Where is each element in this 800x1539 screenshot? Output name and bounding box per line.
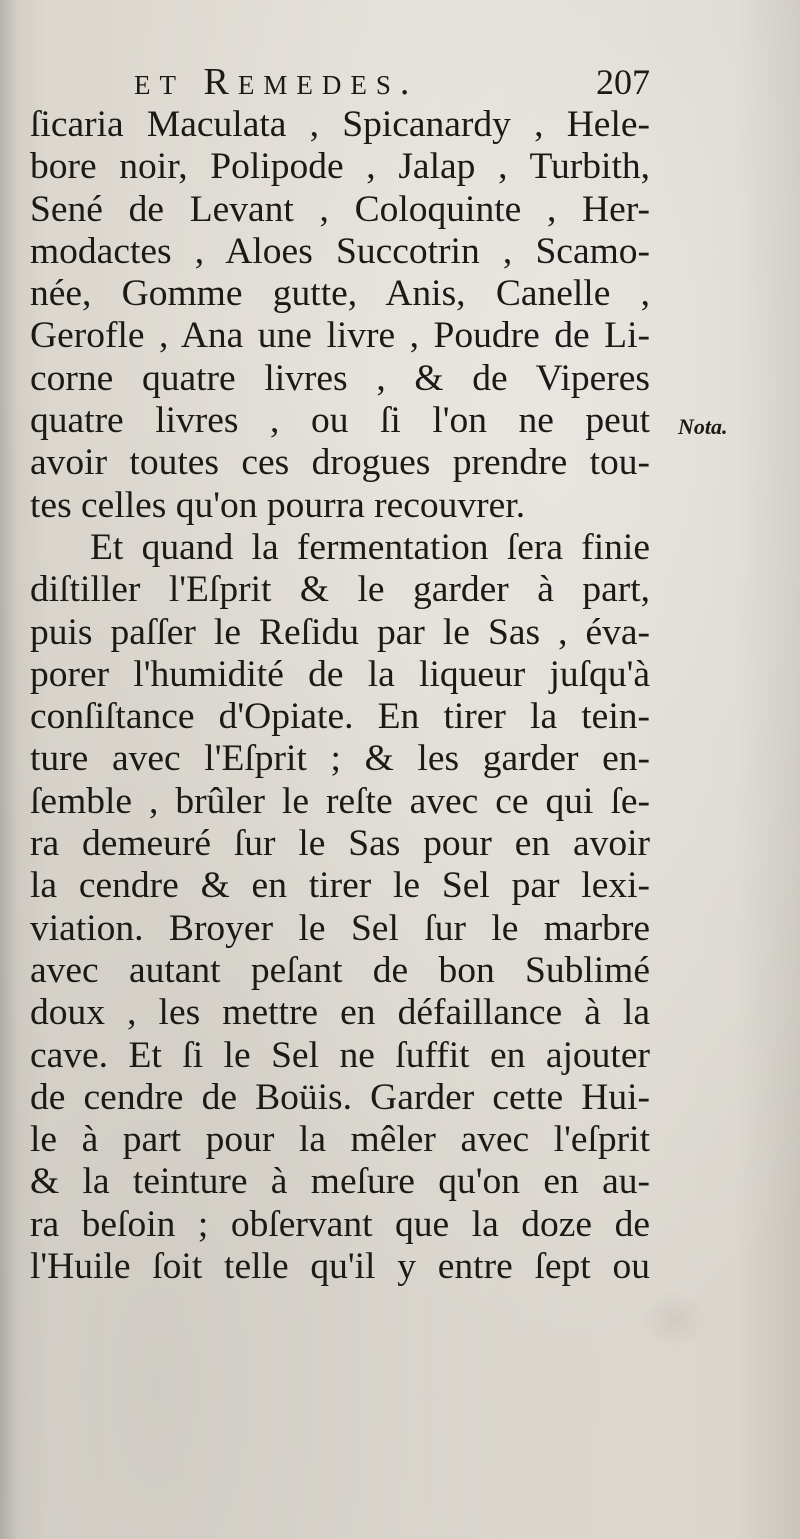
text-line: avoir toutes ces drogues prendre tou- <box>30 442 650 484</box>
text-line: modactes , Aloes Succotrin , Scamo- <box>30 230 650 272</box>
page-number: 207 <box>596 62 650 102</box>
text-line: & la teinture à meſure qu'on en au- <box>30 1161 650 1203</box>
text-line: la cendre & en tirer le Sel par lexi- <box>30 865 650 907</box>
paragraph-first-line: Et quand la fermentation ſera finie <box>90 526 650 568</box>
text-line: cave. Et ſi le Sel ne ſuffit en ajouter <box>30 1034 650 1076</box>
text-line: ture avec l'Eſprit ; & les garder en- <box>30 738 650 780</box>
text-line: conſiſtance d'Opiate. En tirer la tein- <box>30 696 650 738</box>
text-line: porer l'humidité de la liqueur juſqu'à <box>30 653 650 695</box>
page-edge-shadow <box>0 0 18 1539</box>
text-line: bore noir, Polipode , Jalap , Turbith, <box>30 146 650 188</box>
text-line: diſtiller l'Eſprit & le garder à part, <box>30 569 650 611</box>
text-line: avec autant peſant de bon Sublimé <box>30 949 650 991</box>
margin-note: Nota. <box>678 414 728 439</box>
text-line: de cendre de Boüis. Garder cette Hui- <box>30 1076 650 1118</box>
paper-stain <box>640 1290 710 1350</box>
running-head <box>120 62 650 102</box>
text-line: ra demeuré ſur le Sas pour en avoir <box>30 823 650 865</box>
text-line: née, Gomme gutte, Anis, Canelle , <box>30 273 650 315</box>
text-line: tes celles qu'on pourra recouvrer. <box>30 484 526 526</box>
body-text <box>30 104 650 1288</box>
text-line: le à part pour la mêler avec l'eſprit <box>30 1119 650 1161</box>
running-head-title: et Remedes. <box>134 61 419 103</box>
text-line: quatre livres , ou ſi l'on ne peut <box>30 400 650 442</box>
text-line: ſicaria Maculata , Spicanardy , Hele- <box>30 104 650 145</box>
text-line: Sené de Levant , Coloquinte , Her- <box>30 188 650 230</box>
text-line: doux , les mettre en défaillance à la <box>30 992 650 1034</box>
text-line: Gerofle , Ana une livre , Poudre de Li- <box>30 315 650 357</box>
text-line: puis paſſer le Reſidu par le Sas , éva- <box>30 611 650 653</box>
text-line: ra beſoin ; obſervant que la doze de <box>30 1203 650 1245</box>
text-line: l'Huile ſoit telle qu'il y entre ſept ou <box>30 1246 650 1288</box>
text-line: ſemble , brûler le reſte avec ce qui ſe- <box>30 780 650 822</box>
text-line: viation. Broyer le Sel ſur le marbre <box>30 907 650 949</box>
text-line: corne quatre livres , & de Viperes <box>30 357 650 399</box>
